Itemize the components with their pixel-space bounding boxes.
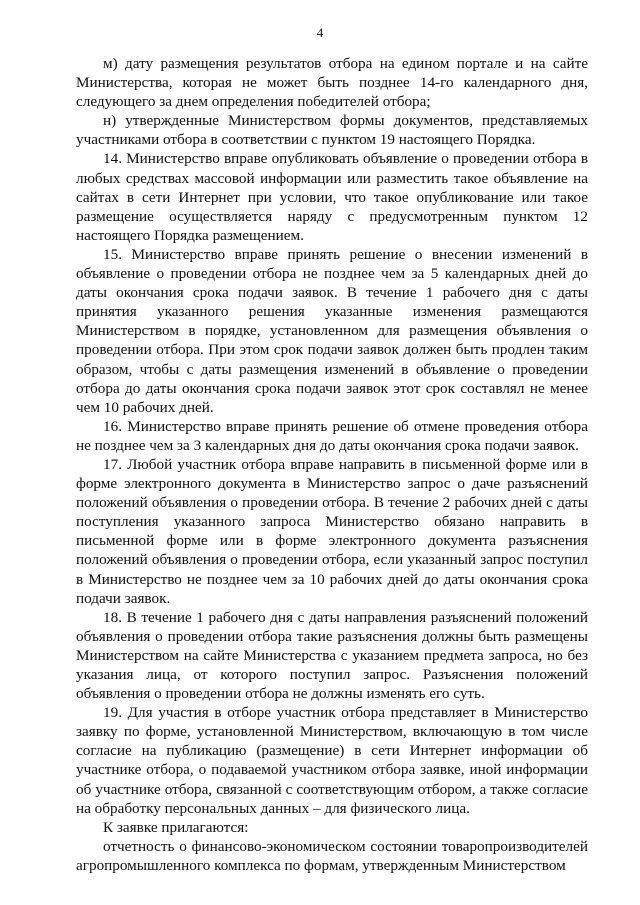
paragraph-18: 18. В течение 1 рабочего дня с даты направления разъяснений положений объявления о проведении отбора такие разъяснения должны быть размещены Министерством на сайте Министерства с указанием предмета запроса, но без указания лица, от которого поступил запрос. Разъяснения положений объявления о проведении отбора не должны изменять его суть. bbox=[76, 608, 588, 703]
document-body bbox=[76, 54, 588, 875]
paragraph-attachments-intro: К заявке прилагаются: bbox=[103, 818, 249, 836]
paragraph-n: н) утвержденные Министерством формы документов, представляемых участниками отбора в соответствии с пунктом 19 настоящего Порядка. bbox=[76, 112, 588, 149]
page-number: 4 bbox=[316, 25, 324, 40]
paragraph-17: 17. Любой участник отбора вправе направить в письменной форме или в форме электронного документа в Министерство запрос о даче разъяснений положений объявления о проведении отбора. В течение 2 рабочих дней с даты поступления указанного запроса Министерство обязано направить в письменной форме или в форме электронного документа разъяснения положений объявления о проведении отбора, если указанный запрос поступил в Министерство не позднее чем за 10 рабочих дней до даты окончания срока подачи заявок. bbox=[76, 455, 588, 607]
paragraph-14: 14. Министерство вправе опубликовать объявление о проведении отбора в любых средствах массовой информации или разместить такое объявление на сайтах в сети Интернет при условии, что такое опубликование или такое размещение осуществляется наряду с предусмотренным пунктом 12 настоящего Порядка размещением. bbox=[76, 150, 588, 244]
paragraph-19: 19. Для участия в отборе участник отбора представляет в Министерство заявку по форме, установленной Министерством, включающую в том числе согласие на публикацию (размещение) в сети Интернет информации об участнике отбора, о подаваемой участником отбора заявке, иной информации об участнике отбора, связанной с соответствующим отбором, а также согласие на обработку персональных данных – для физического лица. bbox=[76, 704, 588, 817]
paragraph-16: 16. Министерство вправе принять решение об отмене проведения отбора не позднее чем за 3 календарных дня до даты окончания срока подачи заявок. bbox=[76, 417, 588, 454]
paragraph-m: м) дату размещения результатов отбора на едином портале и на сайте Министерства, которая не может быть позднее 14-го календарного дня, следующего за днем определения победителей отбора; bbox=[76, 55, 588, 111]
paragraph-15: 15. Министерство вправе принять решение о внесении изменений в объявление о проведении отбора не позднее чем за 5 календарных дней до даты окончания срока подачи заявок. В течение 1 рабочего дня с даты принятия указанного решения указанные изменения размещаются Министерством в порядке, установленном для размещения объявления о проведении отбора. При этом срок подачи заявок должен быть продлен таким образом, чтобы с даты размещения изменений в объявление о проведении отбора до даты окончания срока подачи заявок этот срок составлял не менее чем 10 рабочих дней. bbox=[76, 245, 588, 416]
paragraph-reporting: отчетность о финансово-экономическом состоянии товаропроизводителей агропромышленного комплекса по формам, утвержденным Министерством bbox=[76, 837, 588, 874]
